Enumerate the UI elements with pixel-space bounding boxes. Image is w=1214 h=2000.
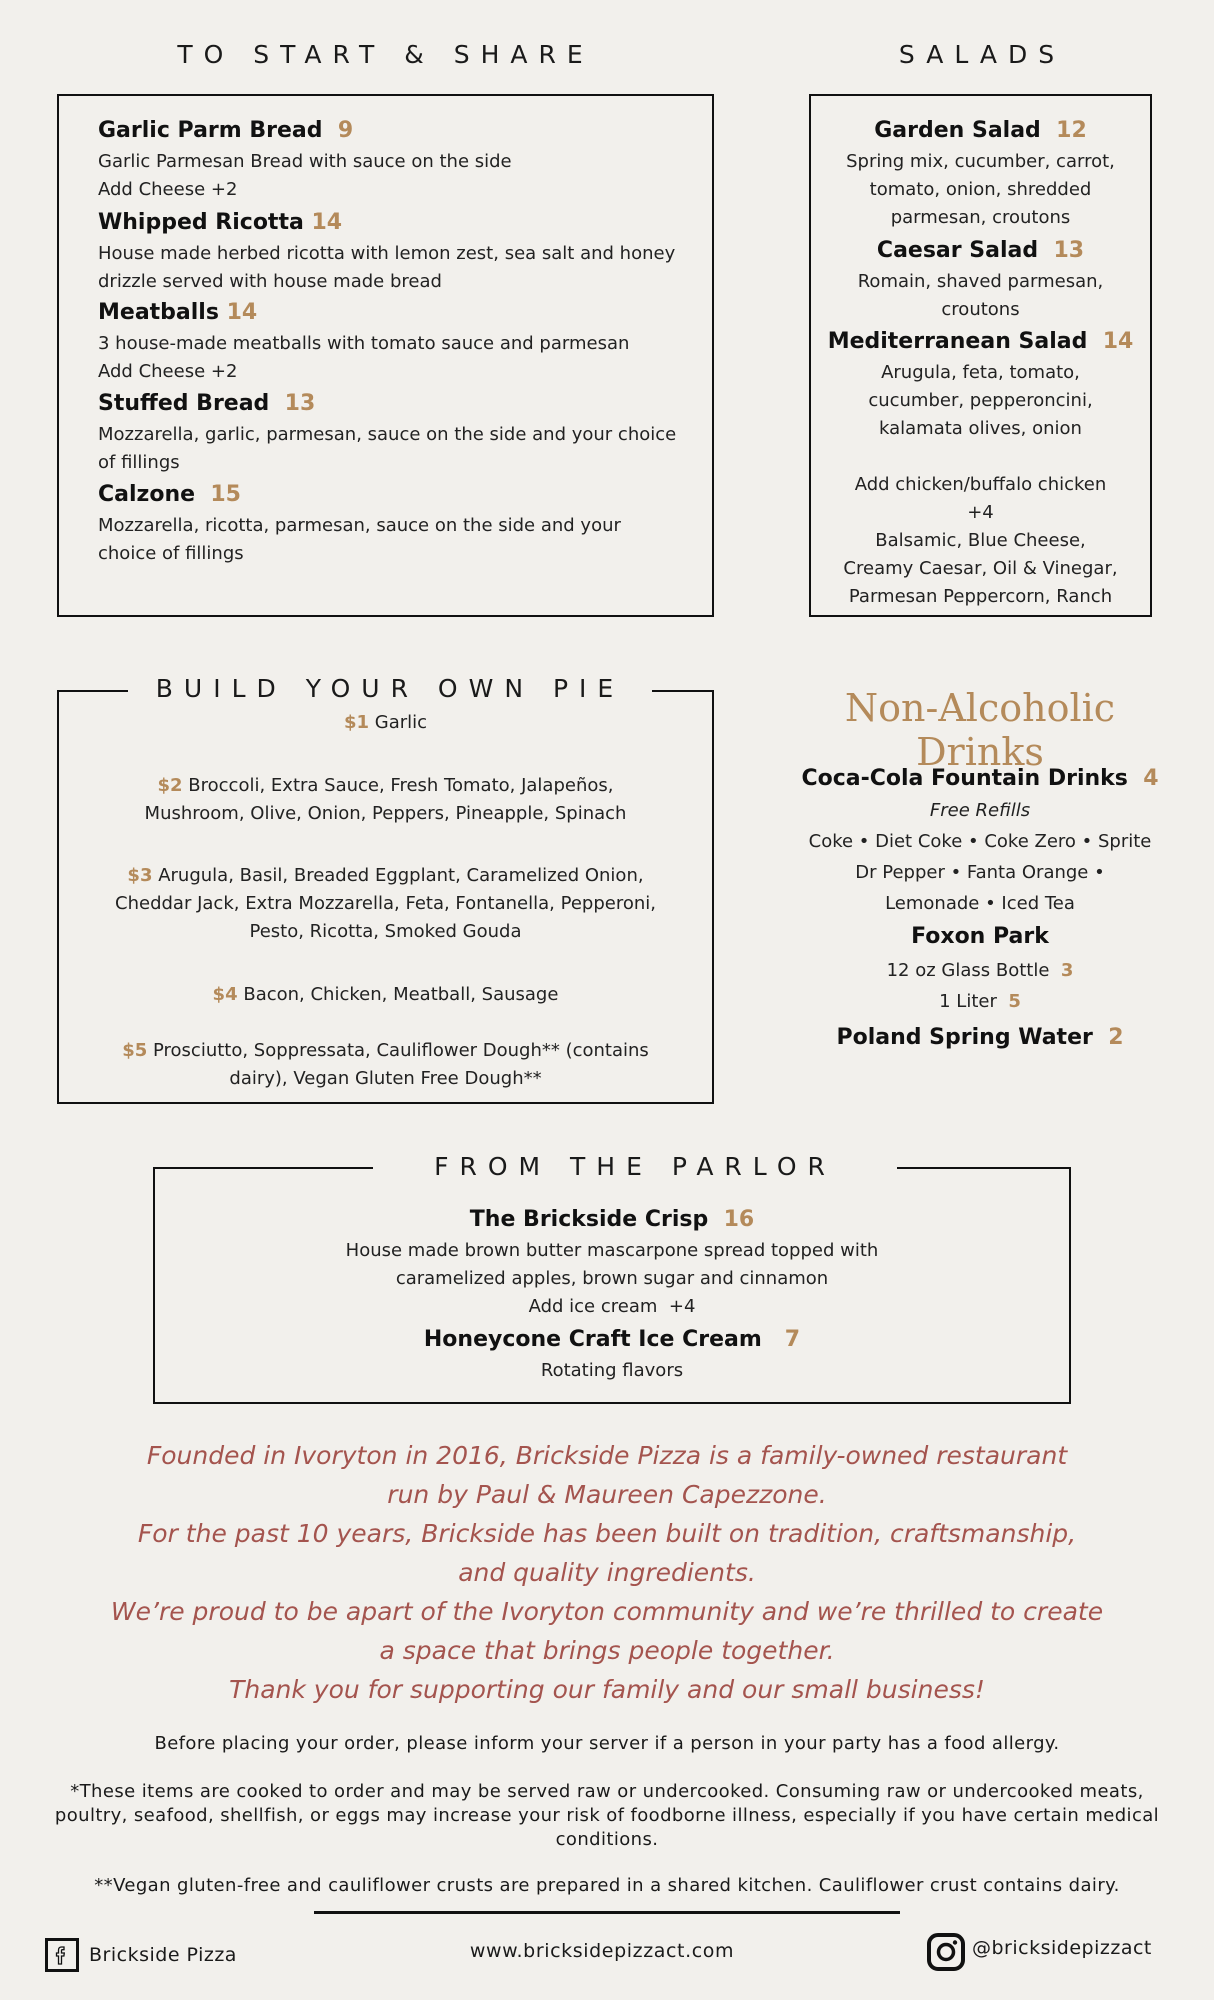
item-price: 14 xyxy=(226,300,258,325)
add-on-label: Add ice cream xyxy=(528,1296,658,1317)
story-line: For the past 10 years, Brickside has been built on tradition, craftsmanship, xyxy=(137,1519,1077,1548)
item-price: 12 xyxy=(1056,118,1087,143)
pie-tier xyxy=(60,981,711,1037)
salad-extra-line: +4 xyxy=(967,502,994,523)
instagram-icon xyxy=(926,1932,966,1972)
footer-divider xyxy=(314,1911,900,1914)
salad-items xyxy=(812,114,1149,611)
tier-toppings: Broccoli, Extra Sauce, Fresh Tomato, Jalapeños, xyxy=(188,775,614,796)
salad-extra-line: Balsamic, Blue Cheese, xyxy=(875,530,1086,551)
item-price: 7 xyxy=(784,1327,801,1352)
item-name: Calzone xyxy=(98,482,196,507)
start-items xyxy=(98,114,698,568)
item-desc: parmesan, croutons xyxy=(890,207,1071,228)
family-story xyxy=(0,1436,1214,1709)
item-desc: House made brown butter mascarpone spread topped with xyxy=(345,1240,879,1261)
pie-tier xyxy=(60,772,711,862)
story-line: Thank you for supporting our family and our small business! xyxy=(229,1675,985,1704)
item-desc: caramelized apples, brown sugar and cinnamon xyxy=(395,1268,829,1289)
story-line: a space that brings people together. xyxy=(379,1636,835,1665)
tier-price: $2 xyxy=(157,775,183,796)
tier-price: $5 xyxy=(122,1040,148,1061)
facebook-label: Brickside Pizza xyxy=(89,1944,237,1966)
drink-name: Foxon Park xyxy=(911,924,1049,949)
raw-warning-line: *These items are cooked to order and may be served raw or undercooked. Consuming raw or undercooked meats, xyxy=(70,1781,1144,1802)
item-desc: croutons xyxy=(941,299,1020,320)
drink-flavors: Lemonade • Iced Tea xyxy=(885,893,1075,914)
raw-warning-line: poultry, seafood, shellfish, or eggs may increase your risk of foodborne illness, especially if you have certain medical xyxy=(54,1805,1160,1826)
item-name: Garden Salad xyxy=(874,118,1041,143)
item-desc: choice of fillings xyxy=(98,543,244,564)
tier-price: $4 xyxy=(212,984,238,1005)
item-desc: Mozzarella, garlic, parmesan, sauce on the side and your choice xyxy=(98,424,677,445)
tier-toppings: Arugula, Basil, Breaded Eggplant, Caramelized Onion, xyxy=(158,865,644,886)
drinks-title: Non-Alcoholic Drinks xyxy=(844,686,1116,774)
size-label: 1 Liter xyxy=(939,991,997,1012)
item-desc: tomato, onion, shredded xyxy=(869,179,1092,200)
tier-toppings: Cheddar Jack, Extra Mozzarella, Feta, Fontanella, Pepperoni, xyxy=(115,893,656,914)
item-desc: Spring mix, cucumber, carrot, xyxy=(846,151,1115,172)
item-price: 16 xyxy=(723,1207,755,1232)
item-desc: 3 house-made meatballs with tomato sauce and parmesan xyxy=(98,333,630,354)
item-price: 13 xyxy=(284,391,316,416)
size-price: 5 xyxy=(1008,991,1021,1012)
tier-toppings: Bacon, Chicken, Meatball, Sausage xyxy=(243,984,559,1005)
section-title-start: TO START & SHARE xyxy=(177,40,594,69)
item-price: 14 xyxy=(1102,329,1134,354)
tier-price: $1 xyxy=(343,712,370,733)
drink-price: 4 xyxy=(1143,766,1159,791)
item-name: Honeycone Craft Ice Cream xyxy=(423,1327,762,1352)
tier-price: $3 xyxy=(127,865,153,886)
item-name: The Brickside Crisp xyxy=(469,1207,709,1232)
story-line: Founded in Ivoryton in 2016, Brickside Pizza is a family-owned restaurant xyxy=(146,1441,1068,1470)
tier-toppings: Pesto, Ricotta, Smoked Gouda xyxy=(249,921,522,942)
item-price: 15 xyxy=(210,482,241,507)
tier-toppings: Prosciutto, Soppressata, Cauliflower Dough** (contains xyxy=(152,1040,649,1061)
item-desc: kalamata olives, onion xyxy=(879,418,1082,439)
section-title-salads: SALADS xyxy=(898,40,1066,69)
website-link[interactable]: www.bricksidepizzact.com xyxy=(469,1940,735,1962)
item-name: Stuffed Bread xyxy=(98,391,270,416)
parlor-item xyxy=(156,1203,1068,1323)
tier-toppings: dairy), Vegan Gluten Free Dough** xyxy=(229,1068,542,1089)
pie-tiers xyxy=(60,709,711,1093)
drink-price: 2 xyxy=(1108,1025,1124,1050)
item-name: Meatballs xyxy=(98,300,219,325)
allergy-note: Before placing your order, please inform your server if a person in your party has a food allergy. xyxy=(154,1733,1060,1754)
raw-warning-line: conditions. xyxy=(555,1829,659,1850)
pie-tier xyxy=(60,709,711,772)
size-label: 12 oz Glass Bottle xyxy=(886,960,1050,981)
start-item xyxy=(98,387,698,478)
item-price: 9 xyxy=(337,118,354,143)
raw-warning xyxy=(0,1780,1214,1852)
parlor-item xyxy=(156,1323,1068,1385)
item-desc: Add Cheese +2 xyxy=(98,179,238,200)
item-desc: Rotating flavors xyxy=(540,1360,684,1381)
facebook-icon xyxy=(45,1938,79,1972)
tier-toppings: Mushroom, Olive, Onion, Peppers, Pineapple, Spinach xyxy=(144,803,627,824)
instagram-link[interactable] xyxy=(926,1932,1152,1972)
item-price: 13 xyxy=(1053,238,1085,263)
start-item xyxy=(98,206,698,296)
item-name: Garlic Parm Bread xyxy=(98,118,323,143)
drink-flavors: Dr Pepper • Fanta Orange • xyxy=(855,862,1105,883)
item-desc: Arugula, feta, tomato, xyxy=(881,362,1080,383)
salad-item xyxy=(812,114,1149,234)
start-item xyxy=(98,478,698,568)
pie-tier xyxy=(60,862,711,981)
story-line: We’re proud to be apart of the Ivoryton community and we’re thrilled to create xyxy=(110,1597,1104,1626)
item-desc: of fillings xyxy=(98,452,180,473)
drinks-list xyxy=(780,762,1180,1059)
item-desc: Add Cheese +2 xyxy=(98,361,238,382)
start-item xyxy=(98,296,698,387)
salad-extra-line: Parmesan Peppercorn, Ranch xyxy=(848,586,1113,607)
start-item xyxy=(98,114,698,206)
pie-tier xyxy=(60,1037,711,1093)
facebook-link[interactable] xyxy=(45,1935,237,1975)
add-on-price: +4 xyxy=(668,1296,696,1317)
item-desc: cucumber, pepperoncini, xyxy=(868,390,1093,411)
section-title-pie: BUILD YOUR OWN PIE xyxy=(155,674,625,703)
item-name: Whipped Ricotta xyxy=(98,210,304,235)
salad-extra-line: Add chicken/buffalo chicken xyxy=(854,474,1107,495)
salad-extra-line: Creamy Caesar, Oil & Vinegar, xyxy=(843,558,1118,579)
salad-extras xyxy=(812,471,1149,611)
item-name: Mediterranean Salad xyxy=(827,329,1088,354)
item-desc: Mozzarella, ricotta, parmesan, sauce on the side and your xyxy=(98,515,621,536)
item-name: Caesar Salad xyxy=(876,238,1039,263)
item-desc: drizzle served with house made bread xyxy=(98,271,442,292)
story-line: and quality ingredients. xyxy=(458,1558,756,1587)
salad-item xyxy=(812,325,1149,471)
item-desc: House made herbed ricotta with lemon zest, sea salt and honey xyxy=(98,243,676,264)
tier-toppings: Garlic xyxy=(374,712,428,733)
drink-flavors: Coke • Diet Coke • Coke Zero • Sprite xyxy=(808,831,1152,852)
vegan-note: **Vegan gluten-free and cauliflower crusts are prepared in a shared kitchen. Cauliflower crust contains dairy. xyxy=(94,1875,1120,1896)
item-price: 14 xyxy=(311,210,343,235)
item-desc: Garlic Parmesan Bread with sauce on the side xyxy=(98,151,512,172)
size-price: 3 xyxy=(1060,960,1074,981)
instagram-handle: @bricksidepizzact xyxy=(972,1937,1152,1959)
item-desc: Romain, shaved parmesan, xyxy=(857,271,1104,292)
drink-name: Poland Spring Water xyxy=(836,1025,1093,1050)
section-title-parlor: FROM THE PARLOR xyxy=(434,1152,836,1181)
salad-item xyxy=(812,234,1149,325)
story-line: run by Paul & Maureen Capezzone. xyxy=(387,1480,827,1509)
parlor-items xyxy=(156,1203,1068,1385)
drink-name: Coca-Cola Fountain Drinks xyxy=(801,766,1128,791)
free-refills: Free Refills xyxy=(929,800,1031,821)
